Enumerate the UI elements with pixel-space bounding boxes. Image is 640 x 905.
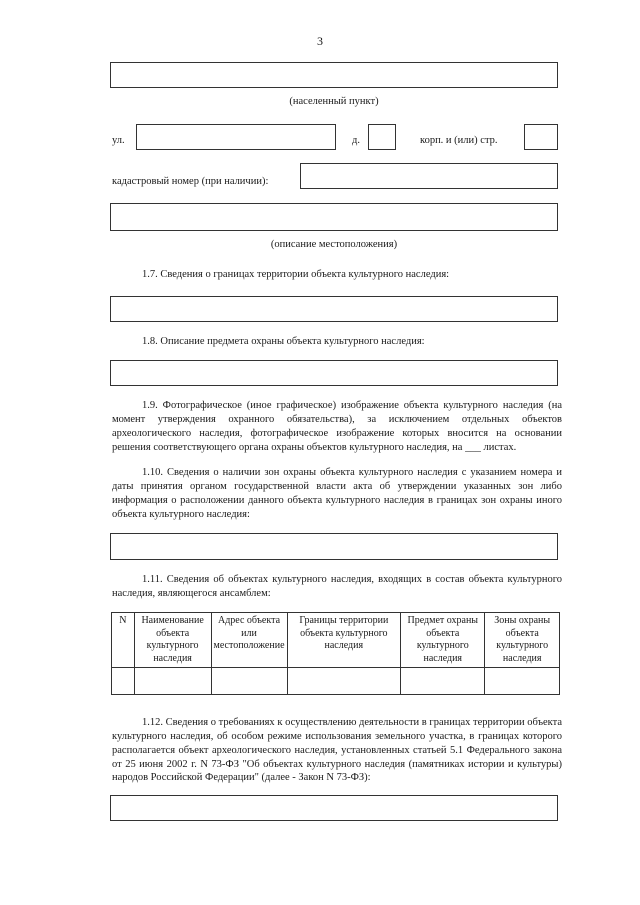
protection-subject-field[interactable] bbox=[110, 360, 558, 386]
table-cell[interactable] bbox=[485, 668, 560, 695]
table-cell[interactable] bbox=[211, 668, 287, 695]
settlement-field[interactable] bbox=[110, 62, 558, 88]
street-label: ул. bbox=[112, 135, 125, 146]
section-1-10: 1.10. Сведения о наличии зон охраны объекта культурного наследия с указанием номера и даты принятия органом государственной власти акта об утверждении указанных зон либо информация о расположении данного объекта культурного наследия в границах зон охраны иного объекта культурного наследия: bbox=[112, 467, 562, 520]
table-cell[interactable] bbox=[134, 668, 211, 695]
house-label: д. bbox=[352, 135, 360, 146]
section-1-11: 1.11. Сведения об объектах культурного наследия, входящих в состав объекта культурного наследия, являющегося ансамблем: bbox=[112, 574, 562, 599]
header-boundaries: Границы территории объекта культурного наследия bbox=[287, 613, 401, 668]
location-field[interactable] bbox=[110, 203, 558, 231]
page-number: 3 bbox=[317, 34, 323, 48]
header-address: Адрес объекта или местоположение bbox=[211, 613, 287, 668]
section-1-9: 1.9. Фотографическое (иное графическое) изображение объекта культурного наследия (на момент утверждения охранного обязательства), за исключением отдельных объектов археологического наследия, фотографическое изображение которых вносится на основании решения соответствующего органа охраны объектов культурного наследия, на ___ листах. bbox=[112, 400, 562, 453]
building-field[interactable] bbox=[524, 124, 558, 150]
table-cell[interactable] bbox=[401, 668, 485, 695]
activity-requirements-field[interactable] bbox=[110, 795, 558, 821]
table-cell[interactable] bbox=[287, 668, 401, 695]
street-field[interactable] bbox=[136, 124, 336, 150]
section-1-12: 1.12. Сведения о требованиях к осуществлению деятельности в границах территории объекта культурного наследия, об особом режиме использования земельного участка, в границах которого располагается объект археологического наследия, установленных статьей 5.1 Федерального закона от 25 июня 2002 г. N 73-ФЗ "Об объектах культурного наследия (памятниках истории и культуры) народов Российской Федерации" (далее - Закон N 73-ФЗ): bbox=[112, 717, 562, 784]
boundaries-field[interactable] bbox=[110, 296, 558, 322]
settlement-caption: (населенный пункт) bbox=[289, 96, 379, 107]
table-row bbox=[112, 668, 560, 695]
cadastral-label: кадастровый номер (при наличии): bbox=[112, 176, 269, 187]
table-cell[interactable] bbox=[112, 668, 135, 695]
section-1-7: 1.7. Сведения о границах территории объекта культурного наследия: bbox=[142, 269, 450, 280]
cadastral-field[interactable] bbox=[300, 163, 558, 189]
location-caption: (описание местоположения) bbox=[270, 239, 398, 250]
header-protection-zones: Зоны охраны объекта культурного наследия bbox=[485, 613, 560, 668]
header-number: N bbox=[112, 613, 135, 668]
house-field[interactable] bbox=[368, 124, 396, 150]
table-header-row bbox=[112, 613, 560, 668]
header-protection-subject: Предмет охраны объекта культурного наследия bbox=[401, 613, 485, 668]
building-label: корп. и (или) стр. bbox=[420, 135, 498, 146]
header-name: Наименование объекта культурного наследия bbox=[134, 613, 211, 668]
section-1-8: 1.8. Описание предмета охраны объекта культурного наследия: bbox=[142, 336, 425, 347]
ensemble-table bbox=[111, 612, 560, 695]
protection-zones-field[interactable] bbox=[110, 533, 558, 560]
